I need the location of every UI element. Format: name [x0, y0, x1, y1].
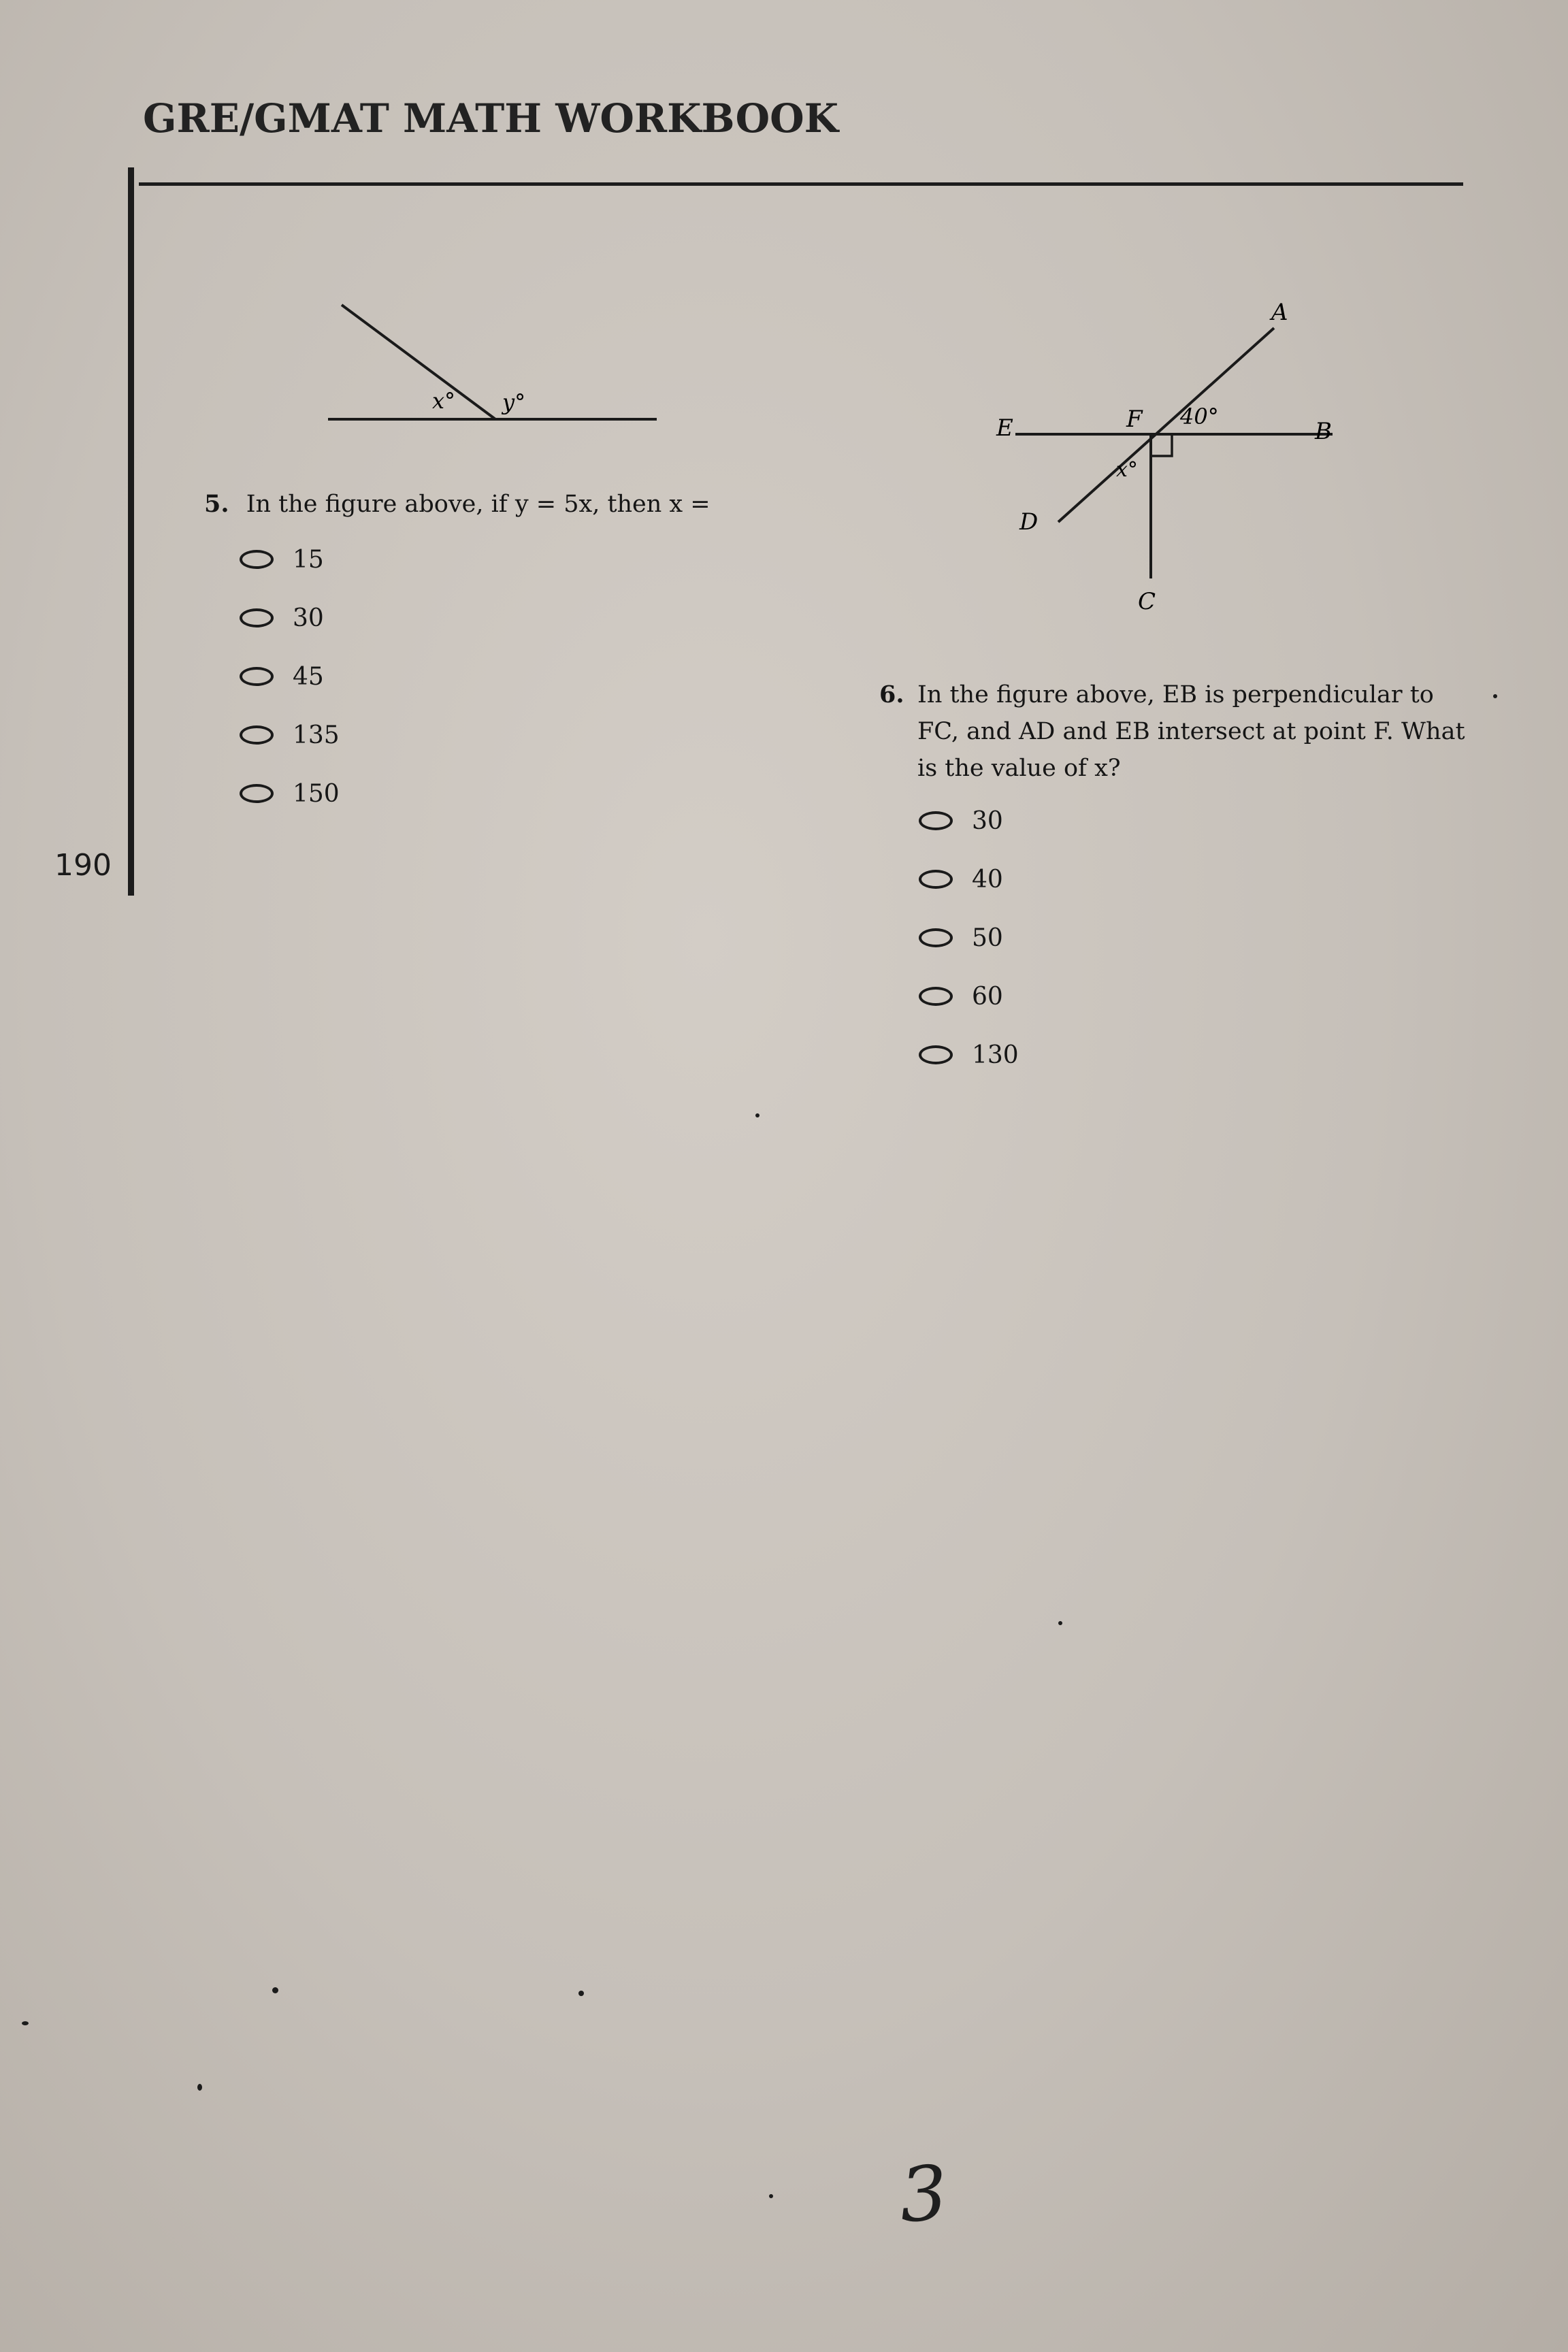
answer-bubble-icon[interactable]: [240, 667, 274, 686]
q6-choice-d[interactable]: [919, 967, 1019, 1026]
question-6-text: In the figure above, EB is perpendicular to FC, and AD and EB intersect at point F. What is the value of x?: [917, 681, 1465, 782]
answer-bubble-icon[interactable]: [240, 550, 274, 569]
page-number: 190: [54, 848, 112, 883]
q5-choice-a[interactable]: [240, 530, 340, 589]
question-5-text: In the figure above, if y = 5x, then x =: [246, 491, 710, 518]
paper-speck: [272, 1987, 278, 1993]
q5-choice-b[interactable]: [240, 589, 340, 647]
question-5-choices: [240, 530, 340, 823]
figure-q6-label-d: D: [1019, 508, 1039, 536]
paper-speck: [197, 2084, 202, 2091]
margin-rule: [128, 167, 134, 896]
figure-q6-label-c: C: [1138, 588, 1156, 615]
answer-bubble-icon[interactable]: [919, 1045, 953, 1064]
q6-choice-c[interactable]: [919, 909, 1019, 967]
figure-q6-label-x: x°: [1116, 458, 1138, 482]
answer-bubble-icon[interactable]: [919, 811, 953, 830]
figure-q6-label-e: E: [996, 414, 1013, 442]
q6-choice-b-label: 40: [972, 865, 1003, 894]
q5-choice-c[interactable]: [240, 647, 340, 706]
question-5-number: 5.: [204, 490, 229, 518]
header-rule: [139, 182, 1463, 186]
figure-q5-label-x: x°: [432, 388, 456, 414]
question-6-choices: [919, 791, 1019, 1084]
q6-choice-d-label: 60: [972, 982, 1003, 1011]
paper-speck: [769, 2194, 773, 2198]
workbook-title: GRE/GMAT MATH WORKBOOK: [143, 95, 839, 142]
q6-choice-a[interactable]: [919, 791, 1019, 850]
q5-choice-d[interactable]: [240, 706, 340, 764]
figure-q5: [313, 293, 667, 436]
figure-q6-label-a: A: [1271, 299, 1288, 326]
q5-choice-e-label: 150: [293, 779, 340, 808]
figure-q6-label-angle: 40°: [1180, 404, 1219, 429]
paper-speck: [22, 2021, 29, 2025]
q6-choice-c-label: 50: [972, 924, 1003, 952]
q5-choice-a-label: 15: [293, 545, 324, 574]
q5-choice-d-label: 135: [293, 721, 340, 749]
q6-choice-e[interactable]: [919, 1026, 1019, 1084]
paper-speck: [1058, 1621, 1062, 1625]
answer-bubble-icon[interactable]: [240, 784, 274, 803]
q6-choice-a-label: 30: [972, 806, 1003, 835]
question-6: [879, 676, 1478, 787]
paper-speck: [578, 1991, 584, 1996]
figure-q6-label-f: F: [1126, 406, 1143, 433]
question-6-number: 6.: [879, 681, 904, 708]
q6-choice-b[interactable]: [919, 850, 1019, 909]
q5-choice-e[interactable]: [240, 764, 340, 823]
figure-q6-label-b: B: [1315, 418, 1332, 445]
paper-speck: [755, 1113, 760, 1117]
figure-q5-label-y: y°: [502, 389, 526, 415]
figure-q6-line-ad: [1058, 328, 1274, 522]
handwritten-note: 3: [896, 2149, 951, 2240]
answer-bubble-icon[interactable]: [919, 870, 953, 889]
answer-bubble-icon[interactable]: [919, 928, 953, 947]
figure-q5-slanted-line: [342, 305, 495, 419]
answer-bubble-icon[interactable]: [919, 987, 953, 1006]
q5-choice-c-label: 45: [293, 662, 324, 691]
paper-speck: [1493, 694, 1497, 698]
answer-bubble-icon[interactable]: [240, 608, 274, 627]
q5-choice-b-label: 30: [293, 604, 324, 632]
q6-choice-e-label: 130: [972, 1041, 1019, 1069]
answer-bubble-icon[interactable]: [240, 725, 274, 745]
figure-q6: [987, 293, 1368, 626]
question-5: [204, 486, 710, 523]
